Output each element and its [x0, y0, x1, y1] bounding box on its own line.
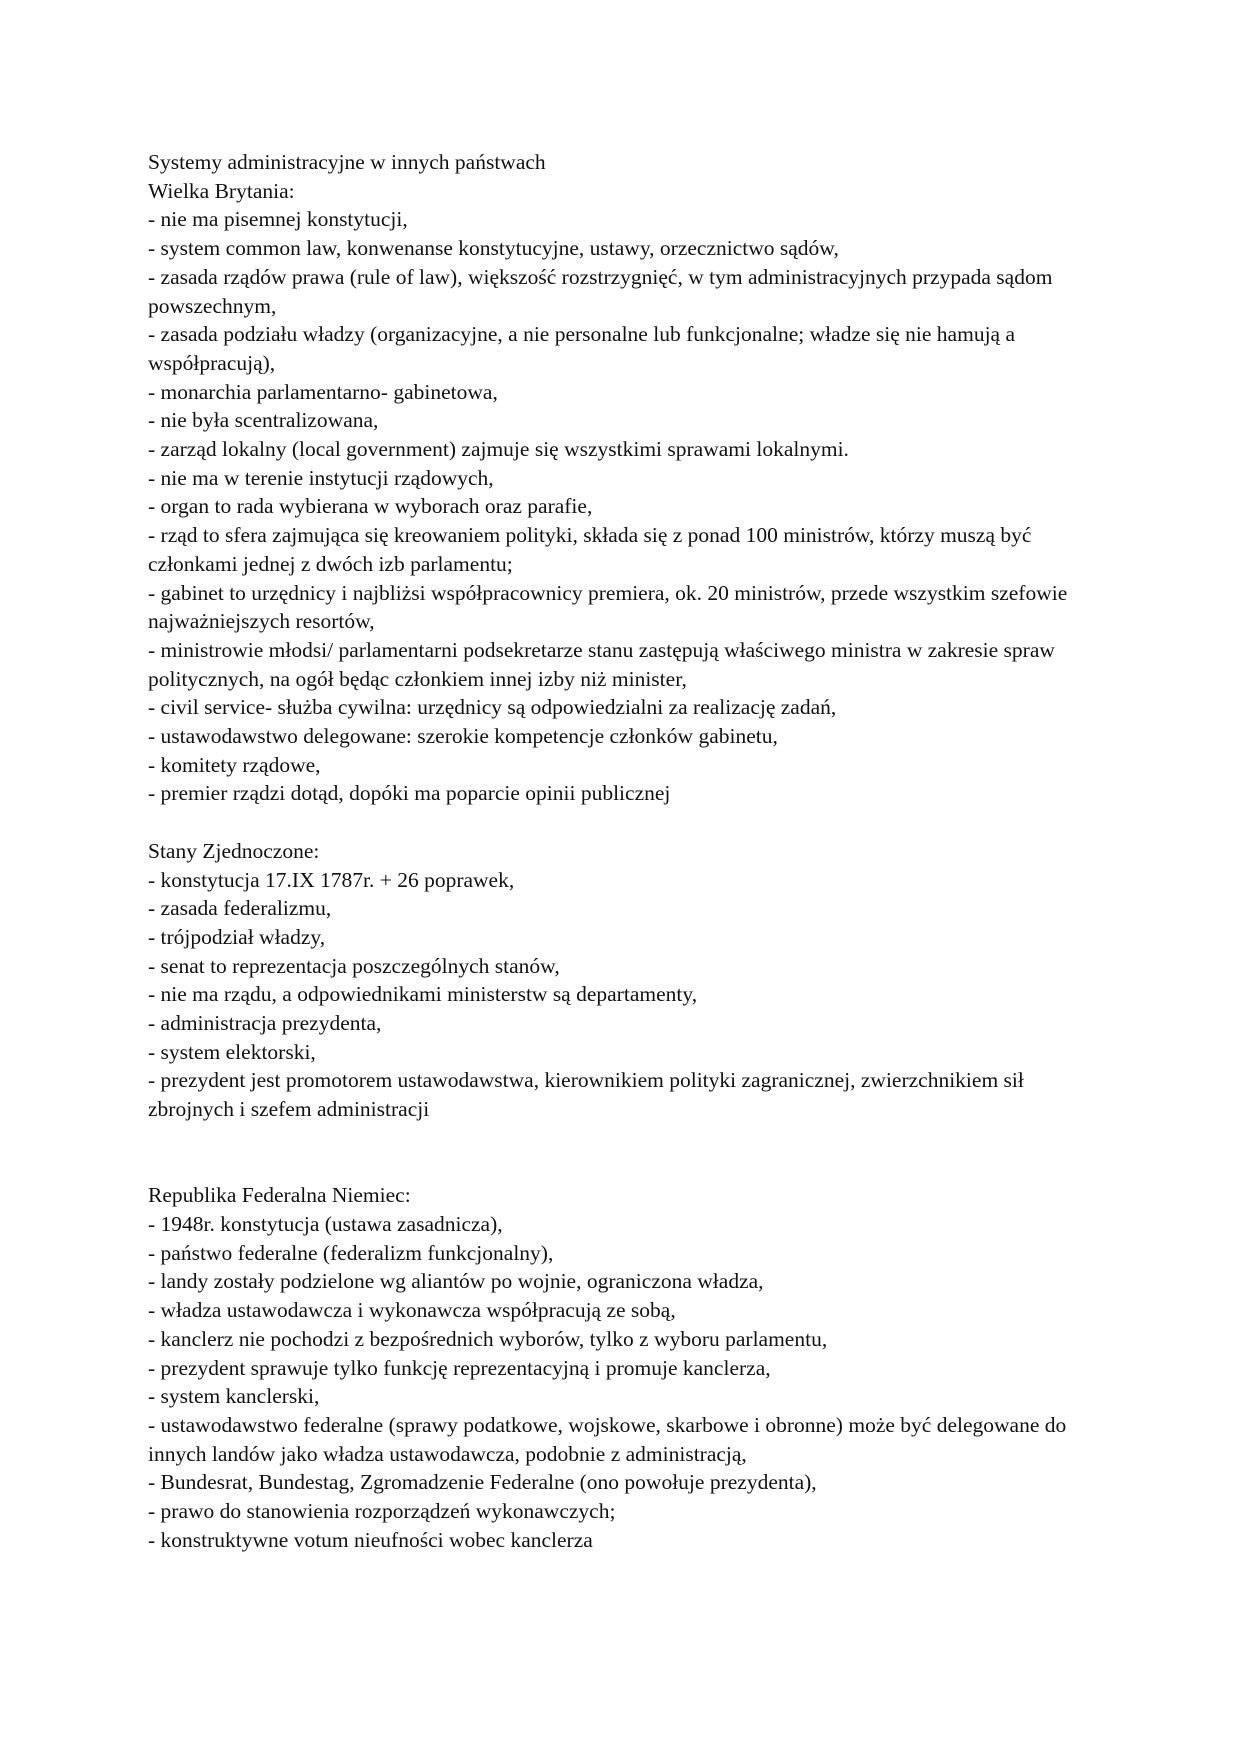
list-item: - Bundesrat, Bundestag, Zgromadzenie Federalne (ono powołuje prezydenta),: [148, 1470, 817, 1495]
list-item: - konstytucja 17.IX 1787r. + 26 poprawek,: [148, 867, 515, 892]
document-title: Systemy administracyjne w innych państwach: [148, 150, 546, 174]
list-item: - organ to rada wybierana w wyborach oraz parafie,: [148, 494, 593, 519]
list-item: - 1948r. konstytucja (ustawa zasadnicza),: [148, 1211, 503, 1236]
list-item: - władza ustawodawcza i wykonawcza współpracują ze sobą,: [148, 1298, 676, 1323]
list-item: - system kanclerski,: [148, 1384, 320, 1409]
section-usa: [148, 837, 1088, 1124]
list-item: - konstruktywne votum nieufności wobec kanclerza: [148, 1527, 593, 1552]
document-body: [148, 148, 1088, 1554]
list-item: - system elektorski,: [148, 1039, 316, 1064]
list-item: - ustawodawstwo delegowane: szerokie kompetencje członków gabinetu,: [148, 724, 778, 749]
list-item: - zasada podziału władzy (organizacyjne, a nie personalne lub funkcjonalne; władze się nie hamują a współpracują),: [148, 322, 1021, 375]
list-item: - system common law, konwenanse konstytucyjne, ustawy, orzecznictwo sądów,: [148, 236, 839, 261]
list-item: - gabinet to urzędnicy i najbliżsi współpracownicy premiera, ok. 20 ministrów, przede wszystkim szefowie najważniejszych resortów,: [148, 580, 1073, 634]
list-item: - monarchia parlamentarno- gabinetowa,: [148, 379, 498, 404]
list-item: - landy zostały podzielone wg aliantów po wojnie, ograniczona władza,: [148, 1269, 764, 1294]
list-item: - rząd to sfera zajmująca się kreowaniem polityki, składa się z ponad 100 ministrów, którzy muszą być członkami jednej z dwóch izb parlamentu;: [148, 523, 1037, 576]
list-item: - nie ma rządu, a odpowiednikami ministerstw są departamenty,: [148, 982, 698, 1007]
list-item: - prezydent sprawuje tylko funkcję reprezentacyjną i promuje kanclerza,: [148, 1355, 771, 1380]
section-uk: [148, 177, 1088, 808]
list-item: - ministrowie młodsi/ parlamentarni podsekretarze stanu zastępują właściwego ministra w zakresie spraw politycznych, na ogół będąc członkiem innej izby niż minister,: [148, 637, 1061, 691]
list-item: - trójpodział władzy,: [148, 924, 326, 949]
list-item: - senat to reprezentacja poszczególnych stanów,: [148, 953, 560, 978]
list-item: - państwo federalne (federalizm funkcjonalny),: [148, 1240, 554, 1265]
list-item: - zasada federalizmu,: [148, 896, 332, 921]
section-heading: Republika Federalna Niemiec:: [148, 1183, 411, 1208]
list-item: - premier rządzi dotąd, dopóki ma poparcie opinii publicznej: [148, 781, 671, 806]
list-item: - zasada rządów prawa (rule of law), większość rozstrzygnięć, w tym administracyjnych przypada sądom powszechnym,: [148, 264, 1058, 318]
blank-line: [148, 1124, 1088, 1181]
list-item: - nie ma w terenie instytucji rządowych,: [148, 465, 494, 490]
section-heading: Stany Zjednoczone:: [148, 838, 320, 863]
list-item: - prezydent jest promotorem ustawodawstwa, kierownikiem polityki zagranicznej, zwierzchnikiem sił zbrojnych i szefem administracji: [148, 1068, 1030, 1122]
list-item: - nie ma pisemnej konstytucji,: [148, 207, 408, 232]
section-heading: Wielka Brytania:: [148, 178, 295, 203]
list-item: - ustawodawstwo federalne (sprawy podatkowe, wojskowe, skarbowe i obronne) może być delegowane do innych landów jako władza ustawodawcza, podobnie z administracją,: [148, 1412, 1072, 1466]
blank-line: [148, 808, 1088, 837]
list-item: - kanclerz nie pochodzi z bezpośrednich wyborów, tylko z wyboru parlamentu,: [148, 1326, 828, 1351]
list-item: - civil service- służba cywilna: urzędnicy są odpowiedzialni za realizację zadań,: [148, 695, 837, 720]
list-item: - administracja prezydenta,: [148, 1011, 382, 1036]
list-item: - zarząd lokalny (local government) zajmuje się wszystkimi sprawami lokalnymi.: [148, 437, 849, 462]
list-item: - komitety rządowe,: [148, 752, 321, 777]
section-germany: [148, 1181, 1088, 1554]
list-item: - prawo do stanowienia rozporządzeń wykonawczych;: [148, 1499, 616, 1524]
list-item: - nie była scentralizowana,: [148, 408, 379, 433]
